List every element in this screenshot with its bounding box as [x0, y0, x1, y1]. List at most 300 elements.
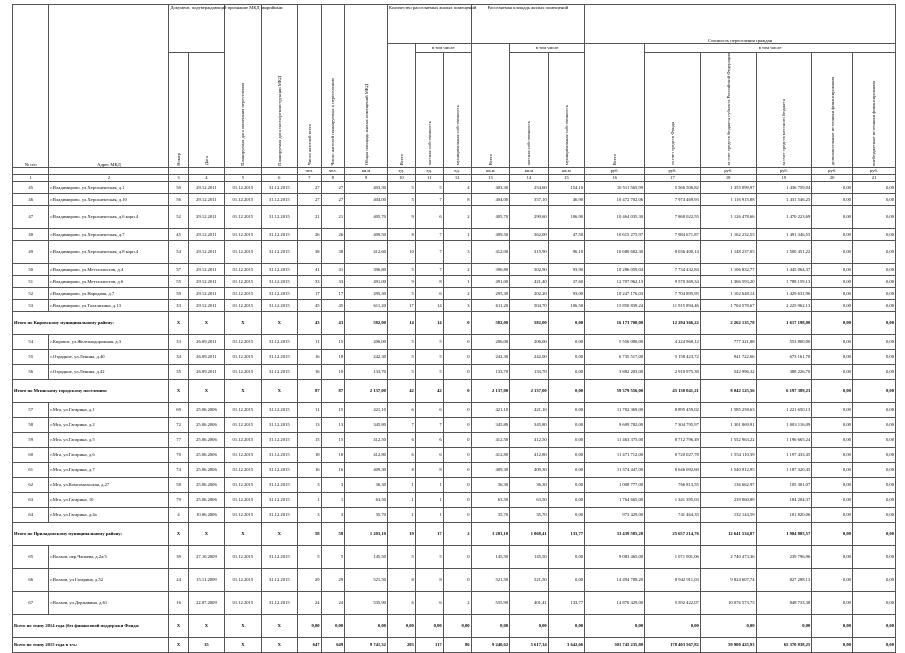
- row-value-cell: 1 196 665,24: [756, 432, 812, 447]
- row-doc-cell: 25.06.2006: [188, 447, 224, 462]
- row-value-cell: 2: [443, 205, 471, 228]
- row-value-cell: 295,30: [471, 287, 510, 299]
- row-value-cell: 15 850 839,24: [585, 299, 645, 311]
- row-number: 67: [13, 591, 49, 614]
- table-row: [13, 275, 896, 287]
- column-number-cell: 3: [169, 174, 188, 181]
- row-doc-cell: 29.12.2011: [188, 228, 224, 240]
- table-row: [13, 417, 896, 432]
- resettlement-table: [12, 4, 896, 653]
- row-value-cell: 16: [297, 364, 321, 379]
- row-value-cell: 7 984 671,87: [645, 228, 701, 240]
- row-value-cell: 412,50: [510, 432, 549, 447]
- row-value-cell: 3: [297, 477, 321, 492]
- row-doc-cell: X: [225, 637, 261, 652]
- row-value-cell: 0,00: [321, 614, 345, 637]
- row-doc-cell: 35: [188, 637, 224, 652]
- column-number-cell: 4: [188, 174, 224, 181]
- row-value-cell: 0,00: [548, 545, 584, 568]
- row-value-cell: 0,00: [548, 402, 584, 417]
- row-value-cell: 0,00: [852, 349, 895, 364]
- row-value-cell: 0,00: [812, 287, 853, 299]
- row-doc-cell: 31.12.2015: [261, 263, 297, 275]
- total-row: [13, 614, 896, 637]
- table-row: [13, 492, 896, 507]
- table-row: [13, 240, 896, 263]
- row-value-cell: 87: [321, 379, 345, 402]
- row-number: 65: [13, 545, 49, 568]
- row-value-cell: 1: [387, 477, 415, 492]
- row-value-cell: 42: [415, 379, 443, 402]
- column-number-cell: 14: [510, 174, 549, 181]
- row-value-cell: 17: [297, 287, 321, 299]
- row-value-cell: 29: [297, 568, 321, 591]
- row-value-cell: 409,30: [510, 462, 549, 477]
- unit-cell: ед.: [415, 167, 443, 174]
- row-value-cell: 0,00: [645, 614, 701, 637]
- row-value-cell: 26: [297, 228, 321, 240]
- header-plan-end-resettle: Планируемая дата окончания переселения: [225, 5, 261, 168]
- row-value-cell: 8: [387, 568, 415, 591]
- row-value-cell: 5: [387, 193, 415, 205]
- row-value-cell: 0: [443, 417, 471, 432]
- row-value-cell: 7 704 895,95: [645, 287, 701, 299]
- row-value-cell: 5: [415, 181, 443, 193]
- row-value-cell: 63,50: [510, 492, 549, 507]
- row-value-cell: 36,30: [510, 477, 549, 492]
- header-people-move: Число жителей планируемых к переселению: [321, 5, 345, 168]
- row-value-cell: 45 130 041,21: [645, 379, 701, 402]
- unit-cell: [261, 167, 297, 174]
- row-value-cell: 36,30: [345, 477, 388, 492]
- header-count-municipal: муниципальная собственность: [443, 53, 471, 168]
- register-page: [12, 4, 896, 653]
- row-address: г.Волхов, пер.Чапаева, д.2а/3: [49, 545, 169, 568]
- header-area-total: Общая площадь жилых помещений МКД: [345, 5, 388, 168]
- row-value-cell: 6: [387, 591, 415, 614]
- row-value-cell: 1: [443, 275, 471, 287]
- row-value-cell: 0,00: [852, 637, 895, 652]
- row-doc-cell: 01.12.2015: [225, 568, 261, 591]
- row-value-cell: 58: [321, 522, 345, 545]
- row-value-cell: 5: [415, 334, 443, 349]
- row-address: г.Волхов, ул.Державина, д.61: [49, 591, 169, 614]
- row-value-cell: 17: [415, 522, 443, 545]
- row-value-cell: 35,70: [471, 507, 510, 522]
- row-value-cell: 1 203,10: [345, 522, 388, 545]
- row-value-cell: 13: [297, 417, 321, 432]
- row-value-cell: 45: [321, 299, 345, 311]
- row-value-cell: 15: [321, 334, 345, 349]
- row-value-cell: 8: [387, 462, 415, 477]
- table-row: [13, 349, 896, 364]
- row-value-cell: 24: [297, 591, 321, 614]
- row-value-cell: 0,00: [812, 299, 853, 311]
- table-row: [13, 228, 896, 240]
- row-address: г.Владимирово, ул.Херсонектская, д.6 корп.4: [49, 205, 169, 228]
- row-value-cell: 388 226,70: [756, 364, 812, 379]
- unit-cell: [49, 167, 169, 174]
- row-value-cell: 41: [321, 263, 345, 275]
- row-value-cell: 5: [387, 263, 415, 275]
- row-value-cell: 1 617 198,00: [756, 311, 812, 334]
- row-value-cell: 649: [321, 637, 345, 652]
- row-value-cell: 0,00: [510, 614, 549, 637]
- row-doc-cell: 31.12.2015: [261, 507, 297, 522]
- row-value-cell: 0: [443, 507, 471, 522]
- unit-cell: кв.м: [471, 167, 510, 174]
- row-value-cell: 1 436 759,04: [756, 181, 812, 193]
- total-row: [13, 311, 896, 334]
- row-value-cell: 1 116 915,88: [700, 193, 756, 205]
- row-value-cell: 2 262 135,78: [700, 311, 756, 334]
- row-value-cell: 1 431 546,25: [756, 193, 812, 205]
- row-doc-cell: 31.12.2015: [261, 477, 297, 492]
- row-doc-cell: 26.09.2011: [188, 349, 224, 364]
- row-number: 56: [13, 364, 49, 379]
- row-value-cell: 14 494 708,20: [585, 568, 645, 591]
- unit-cell: чел.: [297, 167, 321, 174]
- row-value-cell: 0,00: [812, 240, 853, 263]
- table-body: [13, 181, 896, 652]
- row-value-cell: 0,00: [415, 614, 443, 637]
- row-value-cell: 0,00: [812, 364, 853, 379]
- row-value-cell: 0,00: [852, 402, 895, 417]
- row-value-cell: 63,50: [345, 492, 388, 507]
- row-doc-cell: X: [261, 637, 297, 652]
- row-value-cell: 0,00: [812, 417, 853, 432]
- row-doc-cell: 77: [169, 432, 188, 447]
- row-value-cell: 5 158 423,72: [645, 349, 701, 364]
- row-value-cell: 1: [321, 492, 345, 507]
- row-value-cell: 1 366 593,20: [700, 275, 756, 287]
- row-value-cell: 0,00: [852, 287, 895, 299]
- row-value-cell: 403,30: [471, 181, 510, 193]
- row-value-cell: 242,30: [471, 349, 510, 364]
- row-value-cell: 1 106 832,77: [700, 263, 756, 275]
- row-doc-cell: 4: [169, 507, 188, 522]
- column-number-cell: 21: [852, 174, 895, 181]
- row-value-cell: 7: [387, 417, 415, 432]
- row-value-cell: 133,70: [471, 364, 510, 379]
- total-label: Итого по Кировскому муниципальному району:: [13, 311, 169, 334]
- row-value-cell: 9 083 465,00: [585, 545, 645, 568]
- total-row: [13, 637, 896, 652]
- row-value-cell: 491,00: [345, 275, 388, 287]
- row-value-cell: 0,00: [852, 614, 895, 637]
- row-value-cell: 86: [443, 637, 471, 652]
- row-value-cell: 5: [387, 364, 415, 379]
- row-value-cell: 43: [321, 311, 345, 334]
- row-value-cell: 535,90: [471, 591, 510, 614]
- table-row: [13, 462, 896, 477]
- row-value-cell: 357,10: [510, 193, 549, 205]
- row-value-cell: 59 379 556,00: [585, 379, 645, 402]
- row-value-cell: 3 882 203,00: [585, 364, 645, 379]
- row-value-cell: 0,00: [812, 432, 853, 447]
- row-value-cell: 2: [443, 591, 471, 614]
- row-value-cell: 345,80: [471, 417, 510, 432]
- row-value-cell: 7: [415, 417, 443, 432]
- row-value-cell: 10 076 573,75: [700, 591, 756, 614]
- row-doc-cell: 29.12.2011: [188, 181, 224, 193]
- row-value-cell: 202,20: [510, 287, 549, 299]
- row-value-cell: 19: [387, 522, 415, 545]
- row-value-cell: 5 617,34: [510, 637, 549, 652]
- row-value-cell: 0,00: [812, 637, 853, 652]
- row-value-cell: 611,20: [345, 299, 388, 311]
- row-value-cell: 0,00: [852, 263, 895, 275]
- table-row: [13, 545, 896, 568]
- row-value-cell: 0,00: [852, 432, 895, 447]
- row-value-cell: 9: [387, 205, 415, 228]
- row-value-cell: 0,00: [852, 311, 895, 334]
- row-doc-cell: 57: [169, 263, 188, 275]
- row-value-cell: 10 511 565,99: [585, 181, 645, 193]
- row-doc-cell: 54: [169, 240, 188, 263]
- row-value-cell: 412,50: [471, 432, 510, 447]
- row-value-cell: 5 592 422,07: [645, 591, 701, 614]
- row-value-cell: 17: [387, 299, 415, 311]
- row-value-cell: 10 286 059,04: [585, 263, 645, 275]
- row-value-cell: 1 585 258,63: [700, 402, 756, 417]
- row-value-cell: 7: [415, 193, 443, 205]
- row-value-cell: 1 187 320,45: [756, 462, 812, 477]
- row-value-cell: 1 341 395,03: [645, 492, 701, 507]
- row-doc-cell: 01.12.2015: [225, 228, 261, 240]
- row-value-cell: 1: [415, 477, 443, 492]
- row-doc-cell: 01.12.2015: [225, 477, 261, 492]
- row-value-cell: 6 197 389,23: [756, 379, 812, 402]
- row-value-cell: 0,00: [852, 477, 895, 492]
- row-value-cell: 133,70: [345, 364, 388, 379]
- row-doc-cell: 15.11.2009: [188, 568, 224, 591]
- row-doc-cell: X: [261, 522, 297, 545]
- row-value-cell: 0,00: [548, 447, 584, 462]
- row-value-cell: 9 741,32: [345, 637, 388, 652]
- row-value-cell: 24: [321, 591, 345, 614]
- row-doc-cell: 29.12.2011: [188, 299, 224, 311]
- row-value-cell: 136 662,97: [700, 477, 756, 492]
- row-doc-cell: 31.12.2015: [261, 591, 297, 614]
- row-value-cell: 0,00: [812, 205, 853, 228]
- column-number-cell: 1: [13, 174, 49, 181]
- row-value-cell: 3 642,66: [548, 637, 584, 652]
- row-doc-cell: 01.12.2015: [225, 263, 261, 275]
- row-value-cell: 848 733,38: [756, 591, 812, 614]
- row-value-cell: 3: [297, 507, 321, 522]
- row-value-cell: 582,00: [510, 311, 549, 334]
- row-value-cell: 827 288,13: [756, 568, 812, 591]
- row-value-cell: 0,00: [852, 364, 895, 379]
- row-doc-cell: 59: [169, 287, 188, 299]
- row-address: г.Мга, ул.Гагарина, 10: [49, 492, 169, 507]
- column-number-cell: 10: [387, 174, 415, 181]
- row-value-cell: 16: [321, 462, 345, 477]
- row-value-cell: 87: [297, 379, 321, 402]
- table-row: [13, 402, 896, 417]
- row-value-cell: 11 471 712,00: [585, 447, 645, 462]
- row-value-cell: 0,00: [852, 507, 895, 522]
- row-number: 61: [13, 462, 49, 477]
- row-value-cell: 96,10: [548, 240, 584, 263]
- row-doc-cell: 01.12.2015: [225, 492, 261, 507]
- row-value-cell: 2: [443, 263, 471, 275]
- column-number-cell: 16: [585, 174, 645, 181]
- row-address: г.Мга, ул.Гагарина, д.6: [49, 447, 169, 462]
- row-doc-cell: 01.12.2015: [225, 193, 261, 205]
- row-value-cell: 0,00: [471, 614, 510, 637]
- row-value-cell: 0: [443, 379, 471, 402]
- row-value-cell: 8 720 027,78: [645, 447, 701, 462]
- row-doc-cell: 31.12.2015: [261, 299, 297, 311]
- unit-cell: руб.: [585, 167, 645, 174]
- row-value-cell: 1 429 631,96: [756, 287, 812, 299]
- row-value-cell: 11 374 447,00: [585, 462, 645, 477]
- row-value-cell: 10: [387, 240, 415, 263]
- row-doc-cell: 01.12.2015: [225, 545, 261, 568]
- row-value-cell: 5: [297, 545, 321, 568]
- row-value-cell: 345,80: [345, 417, 388, 432]
- row-value-cell: 33: [321, 275, 345, 287]
- row-value-cell: 11 463 375,00: [585, 432, 645, 447]
- row-value-cell: 299,60: [510, 205, 549, 228]
- row-value-cell: 409,30: [471, 462, 510, 477]
- row-value-cell: 6: [415, 432, 443, 447]
- row-number: 53: [13, 299, 49, 311]
- row-value-cell: 0,00: [812, 311, 853, 334]
- row-value-cell: 1 126 478,66: [700, 205, 756, 228]
- row-value-cell: 396,80: [345, 263, 388, 275]
- header-cost-extra: дополнительные источники финансирования: [812, 53, 853, 168]
- row-doc-cell: 01.12.2015: [225, 591, 261, 614]
- row-value-cell: 6: [415, 287, 443, 299]
- row-value-cell: 302,90: [510, 263, 549, 275]
- row-value-cell: 13: [321, 417, 345, 432]
- row-value-cell: 38: [297, 240, 321, 263]
- row-value-cell: 18: [321, 447, 345, 462]
- row-doc-cell: 25.06.2006: [188, 462, 224, 477]
- row-value-cell: 132 144,59: [700, 507, 756, 522]
- row-doc-cell: 25.06.2006: [188, 417, 224, 432]
- row-value-cell: 0: [443, 492, 471, 507]
- header-area-municipal: муниципальная собственность: [548, 53, 584, 168]
- row-value-cell: 36,30: [471, 477, 510, 492]
- row-doc-cell: X: [261, 379, 297, 402]
- column-number-cell: 5: [225, 174, 261, 181]
- row-value-cell: 405,70: [471, 205, 510, 228]
- row-doc-cell: 25.06.2006: [188, 477, 224, 492]
- row-value-cell: 9 609 782,00: [585, 417, 645, 432]
- row-value-cell: 9 240,62: [471, 637, 510, 652]
- row-value-cell: 535,90: [345, 591, 388, 614]
- row-value-cell: 106,90: [548, 205, 584, 228]
- row-doc-cell: 50: [169, 181, 188, 193]
- row-value-cell: 7: [415, 240, 443, 263]
- row-address: г.Мга, ул.Комсомольская, д.27: [49, 477, 169, 492]
- row-value-cell: 777 321,88: [700, 334, 756, 349]
- unit-cell: руб.: [852, 167, 895, 174]
- row-address: г.Мга, ул.Гагарина, д.2: [49, 417, 169, 432]
- row-number: 46: [13, 193, 49, 205]
- row-value-cell: 16: [297, 462, 321, 477]
- row-address: г.Владимирово, ул.Херсонектская, д.7: [49, 228, 169, 240]
- column-number-cell: 2: [49, 174, 169, 181]
- row-value-cell: 14: [415, 299, 443, 311]
- column-number-cell: 20: [812, 174, 853, 181]
- row-doc-cell: 01.12.2015: [225, 432, 261, 447]
- row-number: 52: [13, 287, 49, 299]
- row-value-cell: 41: [297, 263, 321, 275]
- row-value-cell: 3: [321, 507, 345, 522]
- row-value-cell: 15: [297, 432, 321, 447]
- row-doc-cell: 39: [169, 545, 188, 568]
- row-value-cell: 101 820,06: [756, 507, 812, 522]
- row-value-cell: 7 734 432,84: [645, 263, 701, 275]
- row-value-cell: 0,00: [852, 228, 895, 240]
- column-number-cell: 8: [321, 174, 345, 181]
- unit-cell: [169, 167, 188, 174]
- row-value-cell: 1: [297, 492, 321, 507]
- row-value-cell: 3: [443, 240, 471, 263]
- row-value-cell: 8: [415, 275, 443, 287]
- row-address: г.Владимирово, ул.Народная, д.7: [49, 287, 169, 299]
- row-doc-cell: 31.12.2015: [261, 545, 297, 568]
- row-number: 66: [13, 568, 49, 591]
- row-value-cell: 421,10: [345, 402, 388, 417]
- row-doc-cell: X: [261, 614, 297, 637]
- row-doc-cell: 29.12.2011: [188, 193, 224, 205]
- row-number: 51: [13, 275, 49, 287]
- row-value-cell: 106,50: [548, 299, 584, 311]
- row-value-cell: 203: [387, 637, 415, 652]
- table-row: [13, 263, 896, 275]
- row-value-cell: 47,50: [548, 228, 584, 240]
- row-doc-cell: X: [261, 311, 297, 334]
- header-count-total: Всего: [387, 44, 415, 168]
- row-doc-cell: X: [169, 637, 188, 652]
- row-value-cell: 18: [297, 447, 321, 462]
- row-doc-cell: 31.12.2015: [261, 417, 297, 432]
- unit-cell: [225, 167, 261, 174]
- row-value-cell: 8: [415, 568, 443, 591]
- row-value-cell: 37,60: [548, 275, 584, 287]
- row-value-cell: 611,20: [471, 299, 510, 311]
- row-doc-cell: 01.12.2015: [225, 447, 261, 462]
- row-value-cell: 5: [387, 545, 415, 568]
- row-value-cell: 1: [415, 507, 443, 522]
- row-value-cell: 6: [387, 447, 415, 462]
- row-value-cell: 7 868 022,55: [645, 205, 701, 228]
- row-value-cell: 9 824 607,74: [700, 568, 756, 591]
- row-value-cell: 239 796,96: [756, 545, 812, 568]
- row-doc-cell: 31.12.2015: [261, 205, 297, 228]
- row-doc-cell: X: [169, 614, 188, 637]
- row-doc-cell: 55: [169, 275, 188, 287]
- row-value-cell: 409,50: [471, 228, 510, 240]
- row-value-cell: 27: [297, 193, 321, 205]
- row-doc-cell: 29.12.2011: [188, 287, 224, 299]
- row-doc-cell: 01.12.2015: [225, 402, 261, 417]
- row-value-cell: 15: [321, 402, 345, 417]
- row-value-cell: 59 900 425,93: [700, 637, 756, 652]
- row-value-cell: 0,00: [852, 240, 895, 263]
- unit-cell: [188, 167, 224, 174]
- row-doc-cell: X: [169, 311, 188, 334]
- row-address: г.Мга, ул.Гагарина, д.5: [49, 432, 169, 447]
- column-number-cell: 9: [345, 174, 388, 181]
- row-value-cell: 1 445 064,37: [756, 263, 812, 275]
